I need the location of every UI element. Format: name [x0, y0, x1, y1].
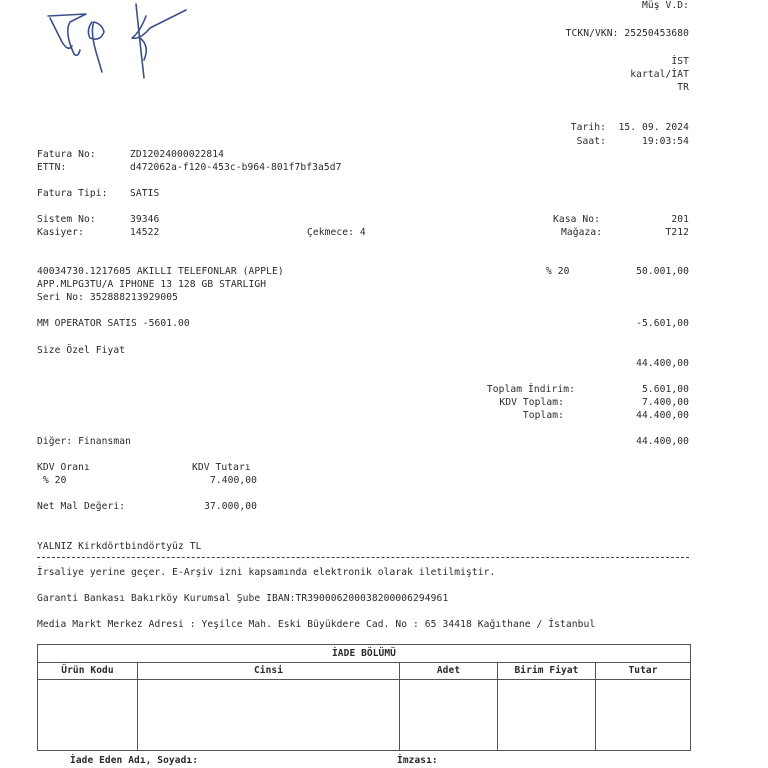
store-address: Media Markt Merkez Adresi : Yeşilce Mah. Eski Büyükdere Cad. No : 65 34418 Kağıthane / İstanbul — [37, 619, 596, 630]
total-discount: 5.601,00 — [641, 384, 689, 395]
discount-desc: MM OPERATOR SATIS -5601.00 — [37, 318, 190, 329]
special-price-label: Size Özel Fiyat — [37, 345, 126, 356]
invoice-type: SATIS — [130, 188, 160, 199]
return-section — [37, 644, 691, 751]
return-col-quantity — [400, 663, 498, 750]
net-value: 37.000,00 — [204, 501, 257, 512]
tax-id: TCKN/VKN: 25250453680 — [565, 28, 689, 39]
register-no: 201 — [671, 214, 689, 225]
invoice-no: ZD12024000022814 — [130, 149, 225, 160]
vat-total: 7.400,00 — [641, 397, 689, 408]
payment-amount: 44.400,00 — [636, 436, 689, 447]
cashier-label: Kasiyer: — [37, 227, 85, 238]
register-label: Kasa No: — [553, 214, 601, 225]
district: kartal/İAT — [630, 69, 689, 80]
store-label: Mağaza: — [561, 227, 603, 238]
item-line-2: APP.MLPG3TU/A IPHONE 13 128 GB STARLIGH — [37, 279, 267, 290]
system-no-label: Sistem No: — [37, 214, 96, 225]
amount-in-words: YALNIZ Kirkdörtbindörtyüz TL — [37, 541, 202, 552]
system-no: 39346 — [130, 214, 160, 225]
vat-rate-value: % 20 — [43, 475, 67, 486]
returner-signature-label: İmzası: — [397, 755, 438, 766]
return-header-product-code: Ürün Kodu — [38, 663, 137, 680]
waybill-note: İrsaliye yerine geçer. E-Arşiv izni kapsamında elektronik olarak iletilmiştir. — [37, 567, 496, 578]
cashier: 14522 — [130, 227, 160, 238]
return-section-title: İADE BÖLÜMÜ — [38, 645, 690, 663]
invoice-time: 19:03:54 — [641, 136, 689, 147]
dashed-separator — [37, 557, 689, 558]
return-col-unit-price — [498, 663, 596, 750]
item-line-1: 40034730.1217605 AKILLI TELEFONLAR (APPLE) — [37, 266, 284, 277]
bank-info: Garanti Bankası Bakırköy Kurumsal Şube IBAN:TR390006200038200006294961 — [37, 593, 449, 604]
vat-amount-header: KDV Tutarı — [192, 462, 251, 473]
vat-rate-header: KDV Oranı — [37, 462, 90, 473]
return-col-amount — [596, 663, 690, 750]
tax-office: Müş V.D: — [641, 0, 689, 11]
vat-total-label: KDV Toplam: — [499, 397, 564, 408]
return-col-product-code — [38, 663, 138, 750]
ettn-label: ETTN: — [37, 162, 67, 173]
net-value-label: Net Mal Değeri: — [37, 501, 126, 512]
drawer: Çekmece: 4 — [307, 227, 366, 238]
returner-name-label: İade Eden Adı, Soyadı: — [70, 755, 199, 766]
time-label: Saat: — [576, 136, 606, 147]
invoice-no-label: Fatura No: — [37, 149, 96, 160]
return-header-unit-price: Birim Fiyat — [498, 663, 595, 680]
return-header-quantity: Adet — [400, 663, 497, 680]
special-price: 44.400,00 — [636, 358, 689, 369]
invoice-date: 15. 09. 2024 — [618, 122, 689, 133]
item-vat-rate: % 20 — [546, 266, 570, 277]
invoice-type-label: Fatura Tipi: — [37, 188, 108, 199]
discount-amount: -5.601,00 — [636, 318, 689, 329]
item-serial: Seri No: 352888213929005 — [37, 292, 179, 303]
handwritten-signature — [40, 2, 200, 82]
grand-total-label: Toplam: — [522, 410, 564, 421]
ettn: d472062a-f120-453c-b964-801f7bf3a5d7 — [130, 162, 342, 173]
city: İST — [671, 56, 689, 67]
store-no: T212 — [665, 227, 689, 238]
return-col-type — [138, 663, 400, 750]
vat-amount-value: 7.400,00 — [209, 475, 257, 486]
country: TR — [677, 82, 689, 93]
grand-total: 44.400,00 — [636, 410, 689, 421]
payment-method: Diğer: Finansman — [37, 436, 132, 447]
date-label: Tarih: — [570, 122, 606, 133]
return-header-amount: Tutar — [596, 663, 690, 680]
return-table — [38, 663, 690, 750]
return-header-type: Cinsi — [138, 663, 399, 680]
total-discount-label: Toplam İndirim: — [486, 384, 575, 395]
item-price: 50.001,00 — [636, 266, 689, 277]
